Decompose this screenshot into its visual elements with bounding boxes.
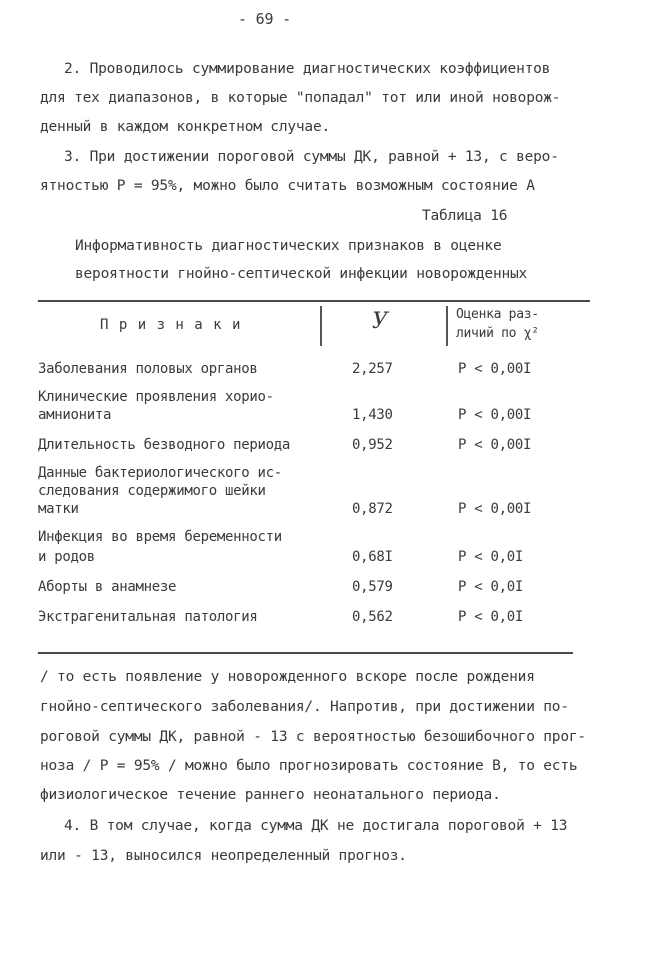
para2-line: ятностью Р = 95%, можно было считать возможным состояние А bbox=[40, 178, 535, 194]
table-top-rule bbox=[38, 300, 590, 302]
header-features: П р и з н а к и bbox=[100, 317, 242, 333]
significance-value: Р < 0,0I bbox=[458, 549, 524, 565]
feature-name: Длительность безводного периода bbox=[38, 437, 290, 453]
significance-value: Р < 0,0I bbox=[458, 579, 524, 595]
significance-value: Р < 0,00I bbox=[458, 437, 532, 453]
page-number: - 69 - bbox=[238, 10, 291, 28]
feature-name: следования содержимого шейки bbox=[38, 483, 266, 499]
informativity-value: 1,430 bbox=[352, 407, 393, 423]
feature-name: Инфекция во время беременности bbox=[38, 529, 282, 545]
significance-value: Р < 0,00I bbox=[458, 407, 532, 423]
significance-value: Р < 0,0I bbox=[458, 609, 524, 625]
feature-name: Аборты в анамнезе bbox=[38, 579, 177, 595]
informativity-value: 0,872 bbox=[352, 501, 393, 517]
table-bottom-rule bbox=[38, 652, 573, 654]
para3-line: / то есть появление у новорожденного вскоре после рождения bbox=[40, 669, 535, 685]
header-chi-line: Оценка раз- bbox=[456, 307, 539, 322]
informativity-value: 0,562 bbox=[352, 609, 393, 625]
para3-line: ноза / Р = 95% / можно было прогнозировать состояние В, то есть bbox=[40, 758, 578, 774]
feature-name: Клинические проявления хорио- bbox=[38, 389, 274, 405]
feature-name: матки bbox=[38, 501, 79, 517]
para4-line: или - 13, выносился неопределенный прогноз. bbox=[40, 848, 407, 864]
feature-name: Заболевания половых органов bbox=[38, 361, 258, 377]
para1-line: денный в каждом конкретном случае. bbox=[40, 119, 331, 135]
feature-name: и родов bbox=[38, 549, 95, 565]
column-divider bbox=[320, 306, 322, 346]
table-title-line: Информативность диагностических признаков в оценке bbox=[75, 238, 502, 254]
para3-line: физиологическое течение раннего неонатального периода. bbox=[40, 787, 501, 803]
informativity-value: 0,68I bbox=[352, 549, 393, 565]
informativity-value: 0,952 bbox=[352, 437, 393, 453]
header-informativity: У bbox=[372, 309, 388, 334]
significance-value: Р < 0,00I bbox=[458, 361, 532, 377]
column-divider bbox=[446, 306, 448, 346]
feature-name: Экстрагенитальная патология bbox=[38, 609, 258, 625]
informativity-value: 0,579 bbox=[352, 579, 393, 595]
para1-line: 2. Проводилось суммирование диагностических коэффициентов bbox=[64, 61, 551, 77]
para2-line: 3. При достижении пороговой суммы ДК, равной + 13, с веро- bbox=[64, 149, 559, 165]
para4-line: 4. В том случае, когда сумма ДК не достигала пороговой + 13 bbox=[64, 818, 568, 834]
header-chi-line: личий по χ² bbox=[456, 326, 539, 341]
para1-line: для тех диапазонов, в которые "попадал" тот или иной новорож- bbox=[40, 90, 561, 106]
feature-name: Данные бактериологического ис- bbox=[38, 465, 282, 481]
table-title-line: вероятности гнойно-септической инфекции новорожденных bbox=[75, 266, 528, 282]
informativity-value: 2,257 bbox=[352, 361, 393, 377]
table-label: Таблица 16 bbox=[422, 208, 508, 224]
para3-line: роговой суммы ДК, равной - 13 с вероятностью безошибочного прог- bbox=[40, 729, 586, 745]
feature-name: амнионита bbox=[38, 407, 112, 423]
para3-line: гнойно-септического заболевания/. Напротив, при достижении по- bbox=[40, 699, 569, 715]
significance-value: Р < 0,00I bbox=[458, 501, 532, 517]
